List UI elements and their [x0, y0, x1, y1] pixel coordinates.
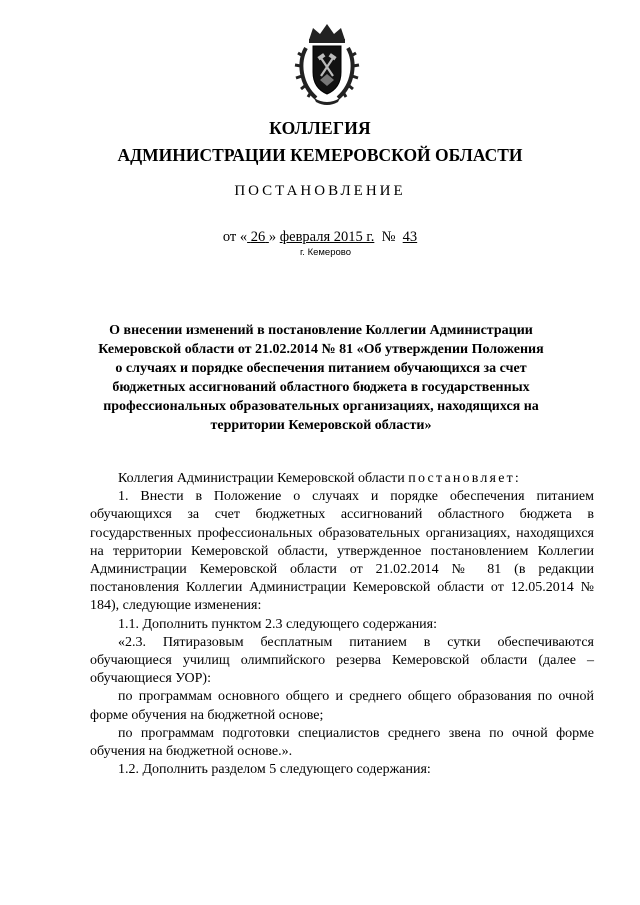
- body-paragraph: «2.3. Пятиразовым бесплатным питанием в сутки обеспечиваются обучающиеся училищ олимпийского резерва Кемеровской области (далее – обучающиеся УОР):: [90, 634, 594, 687]
- city-label: г. Кемерово: [300, 247, 352, 258]
- date-day: 26: [250, 229, 266, 245]
- date-month-year: февраля 2015 г.: [279, 229, 375, 245]
- org-name-line2: АДМИНИСТРАЦИИ КЕМЕРОВСКОЙ ОБЛАСТИ: [117, 145, 523, 165]
- date-line: [0, 229, 640, 246]
- body-paragraph: 1.1. Дополнить пунктом 2.3 следующего содержания:: [118, 616, 438, 632]
- body-paragraph: 1.2. Дополнить разделом 5 следующего содержания:: [118, 762, 431, 778]
- document-title: О внесении изменений в постановление Коллегии Администрации Кемеровской области от 21.02.2014 № 81 «Об утверждении Положения о случаях и порядке обеспечения питанием обучающихся за счет бюджетных ассигнований областного бюджета в государственных профессиональных образовательных организациях, находящихся на территории Кемеровской области»: [98, 323, 544, 433]
- coat-of-arms-emblem: [294, 22, 360, 106]
- intro-verb: постановляет:: [408, 471, 522, 486]
- org-name-line1: КОЛЛЕГИЯ: [269, 118, 371, 138]
- intro-text: Коллегия Администрации Кемеровской области: [118, 471, 405, 486]
- intro-paragraph: [90, 470, 594, 488]
- body-paragraph: по программам подготовки специалистов среднего звена по очной форме обучения на бюджетной основе.».: [90, 725, 594, 760]
- document-body: [90, 470, 594, 779]
- document-number: 43: [402, 229, 418, 245]
- document-type: ПОСТАНОВЛЕНИЕ: [234, 183, 406, 199]
- date-mid: »: [268, 229, 277, 245]
- date-prefix: от «: [222, 229, 248, 245]
- body-paragraph: 1. Внести в Положение о случаях и порядке обеспечения питанием обучающихся за счет бюджетных ассигнований областного бюджета в государственных профессиональных образовательных организациях, находящихся на территории Кемеровской области, утвержденное постановлением Коллегии Администрации Кемеровской области от 21.02.2014 № 81 (в редакции постановления Коллегии Администрации Кемеровской области от 12.05.2014 № 184), следующие изменения:: [90, 489, 594, 614]
- body-paragraph: по программам основного общего и среднего общего образования по очной форме обучения на бюджетной основе;: [90, 689, 594, 723]
- number-prefix: №: [381, 229, 396, 245]
